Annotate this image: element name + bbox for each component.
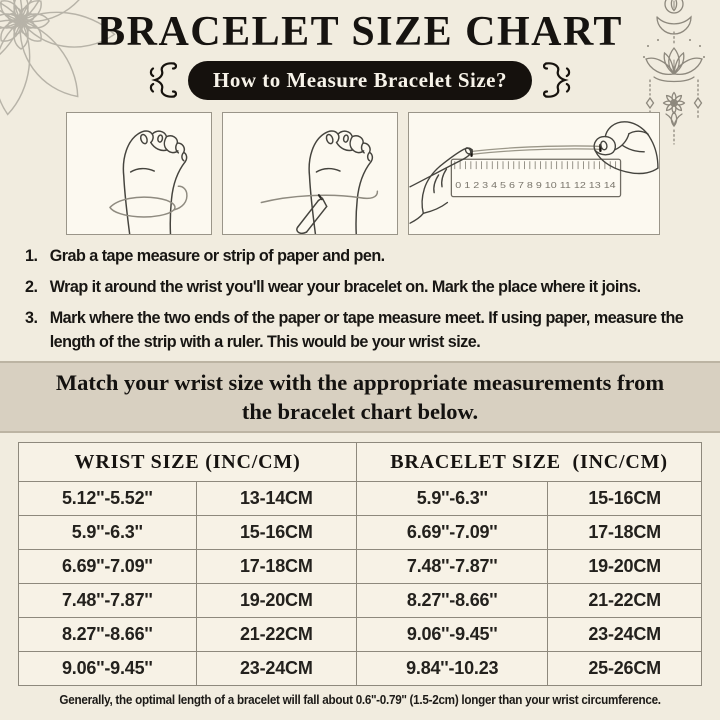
cell-wrist-in: 5.12''-5.52'' (19, 482, 197, 516)
cell-bracelet-cm: 25-26CM (548, 652, 702, 686)
banner-text: Match your wrist size with the appropriate measurements from the bracelet chart below. (55, 369, 665, 424)
flourish-bracket-left-icon (149, 60, 177, 100)
ruler-numbers: 0 1 2 3 4 5 6 7 8 9 10 11 12 13 14 (455, 179, 617, 190)
footnote-row (0, 691, 720, 709)
illustration-wrap-string (66, 112, 212, 235)
hand-mark-pen-icon (223, 113, 397, 234)
cell-bracelet-in: 5.9''-6.3'' (357, 482, 548, 516)
step-item-3 (25, 306, 713, 354)
hands-ruler-measure-icon (409, 113, 659, 234)
cell-bracelet-in: 9.06''-9.45'' (357, 618, 548, 652)
cell-wrist-cm: 19-20CM (196, 584, 357, 618)
step-text: Mark where the two ends of the paper or tape measure meet. If using paper, measure the length of the strip with a ruler. This would be your wrist size. (49, 308, 684, 352)
cell-wrist-in: 5.9''-6.3'' (19, 516, 197, 550)
cell-wrist-cm: 23-24CM (196, 652, 357, 686)
cell-bracelet-cm: 21-22CM (548, 584, 702, 618)
table-row (19, 618, 702, 652)
cell-wrist-cm: 13-14CM (196, 482, 357, 516)
cell-bracelet-cm: 17-18CM (548, 516, 702, 550)
table-row (19, 516, 702, 550)
step-text: Grab a tape measure or strip of paper and pen. (49, 246, 385, 265)
cell-wrist-in: 7.48''-7.87'' (19, 584, 197, 618)
cell-wrist-cm: 21-22CM (196, 618, 357, 652)
cell-wrist-cm: 17-18CM (196, 550, 357, 584)
match-instruction-banner (0, 361, 720, 433)
cell-bracelet-cm: 15-16CM (548, 482, 702, 516)
bracelet-size-header: BRACELET SIZE (INC/CM) (357, 443, 702, 482)
table-row (19, 652, 702, 686)
cell-wrist-in: 8.27''-8.66'' (19, 618, 197, 652)
table-row (19, 482, 702, 516)
step-item-2 (25, 275, 713, 299)
cell-wrist-in: 9.06''-9.45'' (19, 652, 197, 686)
cell-wrist-cm: 15-16CM (196, 516, 357, 550)
how-to-measure-badge: How to Measure Bracelet Size? (188, 61, 532, 100)
cell-bracelet-in: 8.27''-8.66'' (357, 584, 548, 618)
step-number: 3. (25, 308, 38, 328)
step-number: 1. (25, 246, 38, 265)
table-header-row (19, 443, 702, 482)
wrist-size-header: WRIST SIZE (INC/CM) (19, 443, 357, 482)
page-title: BRACELET SIZE CHART (97, 9, 623, 55)
step-item-1 (25, 244, 713, 268)
flourish-bracket-right-icon (543, 60, 571, 100)
step-number: 2. (25, 277, 38, 297)
cell-bracelet-in: 9.84''-10.23 (357, 652, 548, 686)
table-row (19, 584, 702, 618)
instructions-list (25, 244, 720, 362)
cell-bracelet-in: 7.48''-7.87'' (357, 550, 548, 584)
illustration-ruler-measure (408, 112, 660, 235)
cell-wrist-in: 6.69''-7.09'' (19, 550, 197, 584)
table-row (19, 550, 702, 584)
illustration-row (66, 112, 660, 235)
cell-bracelet-in: 6.69''-7.09'' (357, 516, 548, 550)
badge-row (0, 60, 720, 100)
illustration-mark-pen (222, 112, 398, 235)
hand-wrap-string-icon (67, 113, 211, 234)
footnote: Generally, the optimal length of a bracelet will fall about 0.6''-0.79'' (1.5-2cm) longer than your wrist circumference. (59, 692, 661, 707)
size-chart-table (18, 442, 702, 686)
cell-bracelet-cm: 23-24CM (548, 618, 702, 652)
step-text: Wrap it around the wrist you'll wear your bracelet on. Mark the place where it joins. (49, 277, 641, 297)
cell-bracelet-cm: 19-20CM (548, 550, 702, 584)
